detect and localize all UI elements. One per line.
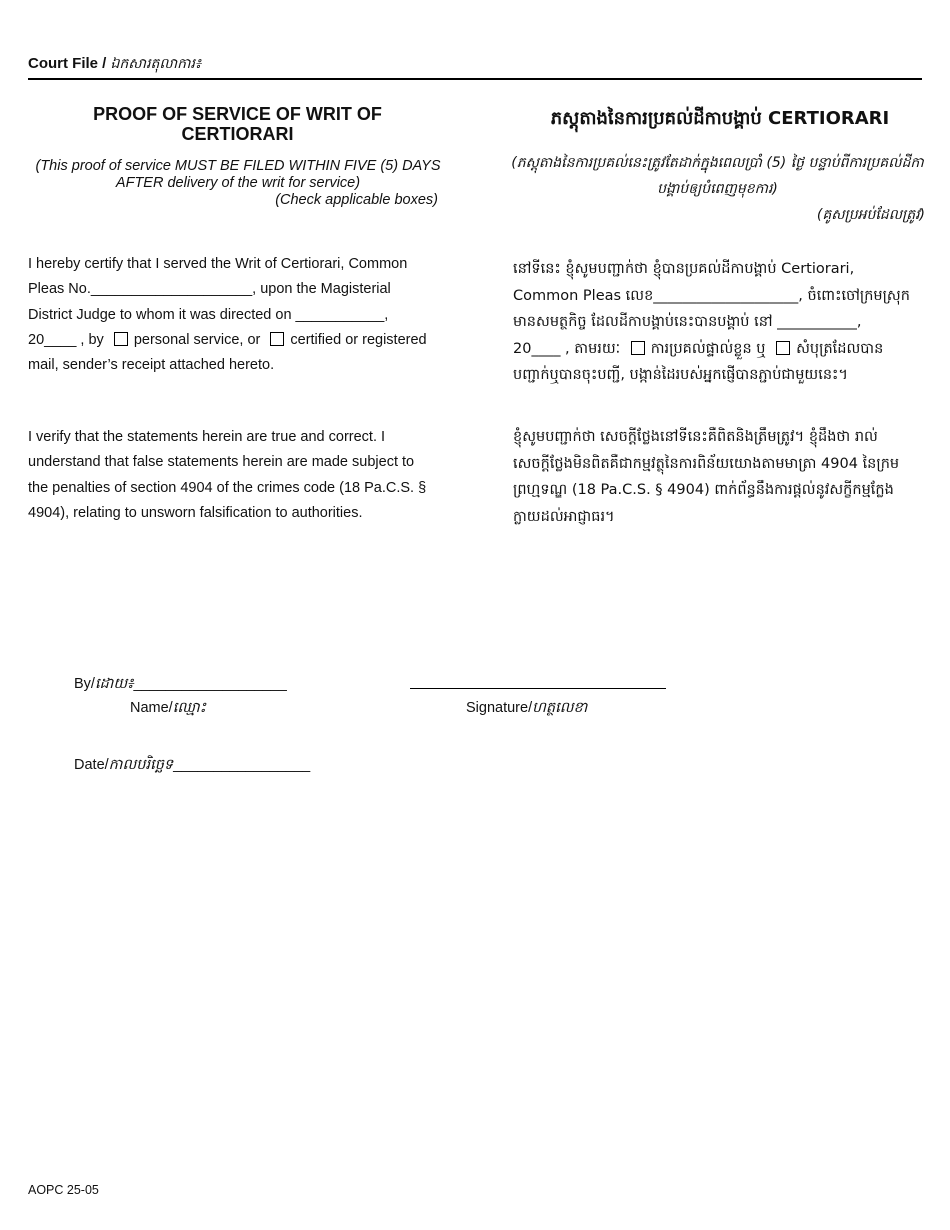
court-file-label	[28, 54, 201, 75]
filing-note-text-en: (This proof of service MUST BE FILED WITHIN FIVE (5) DAYS AFTER delivery of the writ for service)	[35, 158, 441, 191]
verification-paragraph-km: ខ្ញុំសូមបញ្ជាក់ថា សេចក្តីថ្លែងនៅទីនេះគឺពិតនិងត្រឹមត្រូវ។ ខ្ញុំដឹងថា រាល់សេចក្តីថ្លែងមិនពិតគឺជាកម្មវត្ថុនៃការពិន័យយោងតាមមាត្រា 4904 នៃក្រមព្រហ្មទណ្ឌ (18 Pa.C.S. § 4904) ពាក់ព័ន្ធនឹងការផ្តល់នូវសក្ខីកម្មក្លែងក្លាយដល់អាជ្ញាធរ។	[513, 429, 900, 525]
certified-mail-checkbox-en[interactable]	[270, 332, 284, 346]
certification-paragraph-km	[513, 256, 913, 389]
filing-note-en	[28, 158, 448, 209]
form-code: AOPC 25-05	[28, 1183, 99, 1197]
date-blank[interactable]: _________________	[173, 757, 311, 773]
personal-service-checkbox-km[interactable]	[631, 341, 645, 355]
filing-note-text-km: (ភស្តុតាងនៃការប្រគល់នេះត្រូវតែដាក់ក្នុងពេលប្រាំ (5) ថ្ងៃ បន្ទាប់ពីការប្រគល់ដីកាបង្គាប់ឲ្យបំពេញមុខការ)	[511, 155, 924, 197]
signature-label-en: Signature/	[466, 700, 533, 716]
court-file-label-km: ឯកសារតុលាការ៖	[110, 56, 202, 72]
signature-label-km: ហត្ថលេខា	[532, 700, 588, 716]
certification-text-km: នៅទីនេះ ខ្ញុំសូមបញ្ជាក់ថា ខ្ញុំបានប្រគល់ដីកាបង្គាប់ Certiorari, Common Pleas លេខ____________________, ចំពោះចៅក្រមស្រុកមានសមត្ថកិច្ច ដែលដីកាបង្គាប់នេះបានបង្គាប់ នៅ ___________, 20____ , តាមរយៈ	[513, 261, 910, 357]
name-label-en: Name/	[130, 700, 173, 716]
form-title-en: PROOF OF SERVICE OF WRIT OF CERTIORARI	[93, 104, 382, 144]
by-label-en: By/	[74, 676, 95, 692]
court-file-label-en: Court File /	[28, 55, 107, 72]
certified-mail-checkbox-km[interactable]	[776, 341, 790, 355]
signature-line[interactable]	[410, 688, 666, 689]
form-title-km: ភស្តុតាងនៃការប្រគល់ដីកាបង្គាប់ CERTIORARI	[550, 108, 890, 129]
date-field[interactable]	[74, 756, 310, 777]
verification-paragraph-en: I verify that the statements herein are true and correct. I understand that false statements herein are made subject to the penalties of section 4904 of the crimes code (18 Pa.C.S. § 4904), relating to unsworn falsification to authorities.	[28, 429, 427, 521]
signature-label	[466, 699, 587, 720]
personal-service-label-en: personal service, or	[133, 331, 261, 348]
check-boxes-note-km: (គូសប្រអប់ដែលត្រូវ)	[816, 207, 925, 223]
name-label	[130, 699, 206, 720]
certification-paragraph-en	[28, 252, 428, 378]
date-label-km: កាលបរិច្ឆេទ	[108, 757, 174, 773]
certification-text-en: I hereby certify that I served the Writ of Certiorari, Common Pleas No.____________________, upon the Magisterial District Judge to whom it was directed on ___________, 20____ , by	[28, 256, 408, 348]
by-label-km: ដោយ៖	[94, 676, 134, 692]
certified-mail-label-km: សំបុត្រដែលបានបញ្ជាក់ឬបានចុះបញ្ជី, បង្កាន់ដៃរបស់អ្នកផ្ញើបានភ្ជាប់ជាមួយនេះ។	[513, 340, 884, 383]
date-label-en: Date/	[74, 757, 109, 773]
certified-mail-label-en: certified or registered mail, sender’s receipt attached hereto.	[28, 331, 427, 374]
personal-service-label-km: ការប្រគល់ផ្ទាល់ខ្លួន ឬ	[650, 340, 766, 357]
by-blank[interactable]: ___________________	[133, 676, 287, 692]
by-field[interactable]	[74, 675, 287, 696]
filing-note-km	[510, 150, 925, 228]
name-label-km: ឈ្មោះ	[172, 700, 206, 716]
check-boxes-note-en: (Check applicable boxes)	[275, 192, 438, 208]
personal-service-checkbox-en[interactable]	[114, 332, 128, 346]
header-rule	[28, 78, 922, 80]
